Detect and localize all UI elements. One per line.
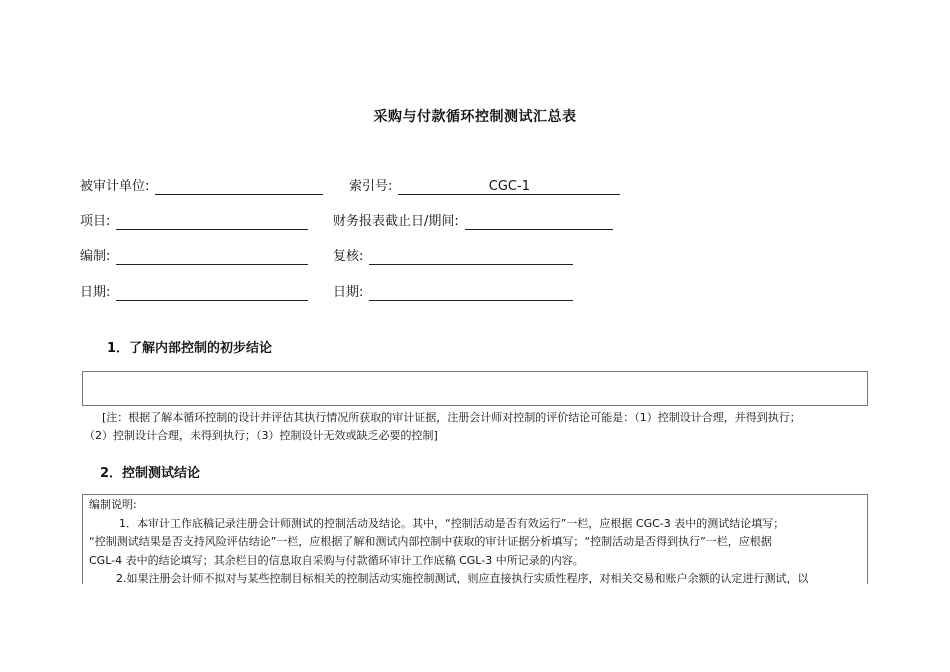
index-label: 索引号: (349, 179, 393, 194)
instruction-line-3: CGL-4 表中的结论填写；其余栏目的信息取自采购与付款循环审计工作底稿 CGL-3 中所记录的内容。 (89, 553, 584, 567)
section2-heading: 2．控制测试结论 (100, 466, 201, 481)
prepared-field (80, 249, 308, 265)
instruction-line-1: 1．本审计工作底稿记录注册会计师测试的控制活动及结论。其中，“控制活动是否有效运行”一栏，应根据 CGC-3 表中的测试结论填写； (119, 516, 785, 530)
reviewed-label: 复核: (333, 249, 364, 264)
instructions-box (82, 494, 868, 584)
instructions-title: 编制说明: (89, 498, 137, 511)
instruction-line-4: 2.如果注册会计师不拟对与某些控制目标相关的控制活动实施控制测试，则应直接执行实质性程序，对相关交易和账户余额的认定进行测试，以 (116, 572, 809, 584)
auditee-input[interactable] (155, 179, 323, 195)
date2-input[interactable] (369, 285, 573, 301)
instruction-line-2: “控制测试结果是否支持风险评估结论”一栏，应根据了解和测试内部控制中获取的审计证据分析填写；“控制活动是否得到执行”一栏，应根据 (89, 535, 772, 548)
note-line-2: （2）控制设计合理，未得到执行；（3）控制设计无效或缺乏必要的控制] (84, 429, 438, 442)
prepared-label: 编制: (80, 249, 111, 264)
project-field (80, 214, 308, 230)
project-label: 项目: (80, 214, 111, 229)
date1-label: 日期: (80, 285, 111, 300)
date2-field (333, 285, 573, 301)
date1-input[interactable] (116, 285, 308, 301)
period-label: 财务报表截止日/期间: (333, 214, 459, 229)
period-input[interactable] (465, 214, 613, 230)
prepared-input[interactable] (116, 249, 308, 265)
auditee-field (80, 179, 323, 195)
date2-label: 日期: (333, 285, 364, 300)
reviewed-field (333, 249, 573, 265)
period-field (333, 214, 613, 230)
page-title: 采购与付款循环控制测试汇总表 (373, 109, 577, 125)
index-input[interactable]: CGC-1 (398, 179, 620, 195)
section1-note (84, 409, 874, 445)
note-line-1: [注：根据了解本循环控制的设计并评估其执行情况所获取的审计证据，注册会计师对控制的评价结论可能是：（1）控制设计合理，并得到执行； (102, 411, 801, 424)
auditee-label: 被审计单位: (80, 179, 150, 194)
preliminary-conclusion-box[interactable] (82, 371, 868, 406)
section1-heading: 1．了解内部控制的初步结论 (107, 341, 273, 356)
index-field (349, 179, 620, 195)
date1-field (80, 285, 308, 301)
project-input[interactable] (116, 214, 308, 230)
reviewed-input[interactable] (369, 249, 573, 265)
